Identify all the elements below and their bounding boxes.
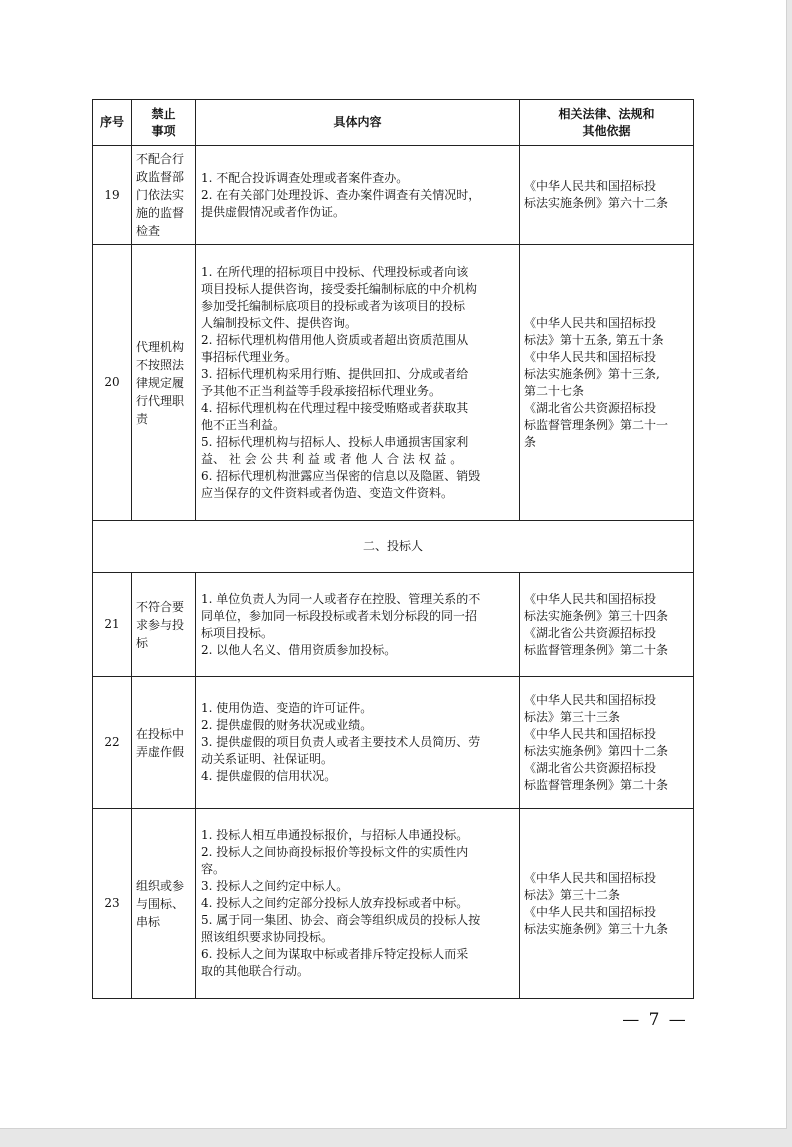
row-legal-basis: 《中华人民共和国招标投 标法实施条例》第六十二条 bbox=[520, 146, 694, 245]
row-serial-number: 22 bbox=[93, 677, 132, 809]
row-prohibited-item: 代理机构 不按照法 律规定履 行代理职 责 bbox=[132, 245, 196, 521]
row-legal-basis: 《中华人民共和国招标投 标法》第十五条, 第五十条 《中华人民共和国招标投 标法实施条例》第十三条, 第二十七条 《湖北省公共资源招标投 标监督管理条例》第二十一 条 bbox=[520, 245, 694, 521]
row-prohibited-item: 在投标中 弄虚作假 bbox=[132, 677, 196, 809]
row-content: 1. 单位负责人为同一人或者存在控股、管理关系的不 同单位，参加同一标段投标或者未划分标段的同一招 标项目投标。 2. 以他人名义、借用资质参加投标。 bbox=[196, 573, 520, 677]
page-number: — 7 — bbox=[622, 1010, 688, 1030]
row-serial-number: 19 bbox=[93, 146, 132, 245]
table-header-row bbox=[93, 100, 694, 146]
header-serial-number: 序号 bbox=[93, 100, 132, 146]
section-row-bidders bbox=[93, 521, 694, 573]
row-legal-basis: 《中华人民共和国招标投 标法实施条例》第三十四条 《湖北省公共资源招标投 标监督管理条例》第二十条 bbox=[520, 573, 694, 677]
row-content: 1. 使用伪造、变造的许可证件。 2. 提供虚假的财务状况或业绩。 3. 提供虚假的项目负责人或者主要技术人员简历、劳 动关系证明、社保证明。 4. 提供虚假的信用状况。 bbox=[196, 677, 520, 809]
row-legal-basis: 《中华人民共和国招标投 标法》第三十二条 《中华人民共和国招标投 标法实施条例》第三十九条 bbox=[520, 809, 694, 999]
section-heading: 二、投标人 bbox=[93, 521, 694, 573]
header-legal-basis: 相关法律、法规和 其他依据 bbox=[520, 100, 694, 146]
row-serial-number: 23 bbox=[93, 809, 132, 999]
header-prohibited-item: 禁止 事项 bbox=[132, 100, 196, 146]
prohibited-items-table bbox=[92, 99, 694, 999]
table-row-23 bbox=[93, 809, 694, 999]
row-content: 1. 投标人相互串通投标报价，与招标人串通投标。 2. 投标人之间协商投标报价等投标文件的实质性内 容。 3. 投标人之间约定中标人。 4. 投标人之间约定部分投标人放弃投标或者中标。 5. 属于同一集团、协会、商会等组织成员的投标人按 照该组织要求协同投标。 6. 投标人之间为谋取中标或者排斥特定投标人而采 取的其他联合行动。 bbox=[196, 809, 520, 999]
header-content: 具体内容 bbox=[196, 100, 520, 146]
row-content: 1. 在所代理的招标项目中投标、代理投标或者向该 项目投标人提供咨询，接受委托编制标底的中介机构 参加受托编制标底项目的投标或者为该项目的投标 人编制投标文件、提供咨询。 2. 招标代理机构借用他人资质或者超出资质范围从 事招标代理业务。 3. 招标代理机构采用行贿、提供回扣、分成或者给 予其他不正当利益等手段承接招标代理业务。 4. 招标代理机构在代理过程中接受贿赂或者获取其 他不正当利益。 5. 招标代理机构与招标人、投标人串通损害国家利 益、 社 会 公 共 利 益 或 者 他 人 合 法 权 益 。 6. 招标代理机构泄露应当保密的信息以及隐匿、销毁 应当保存的文件资料或者伪造、变造文件资料。 bbox=[196, 245, 520, 521]
row-prohibited-item: 不配合行 政监督部 门依法实 施的监督 检查 bbox=[132, 146, 196, 245]
table-row-21 bbox=[93, 573, 694, 677]
table-row-20 bbox=[93, 245, 694, 521]
row-serial-number: 20 bbox=[93, 245, 132, 521]
row-prohibited-item: 不符合要 求参与投 标 bbox=[132, 573, 196, 677]
row-content: 1. 不配合投诉调查处理或者案件查办。 2. 在有关部门处理投诉、查办案件调查有关情况时， 提供虚假情况或者作伪证。 bbox=[196, 146, 520, 245]
row-serial-number: 21 bbox=[93, 573, 132, 677]
table-row-19 bbox=[93, 146, 694, 245]
table-row-22 bbox=[93, 677, 694, 809]
row-legal-basis: 《中华人民共和国招标投 标法》第三十三条 《中华人民共和国招标投 标法实施条例》第四十二条 《湖北省公共资源招标投 标监督管理条例》第二十条 bbox=[520, 677, 694, 809]
row-prohibited-item: 组织或参 与围标、 串标 bbox=[132, 809, 196, 999]
